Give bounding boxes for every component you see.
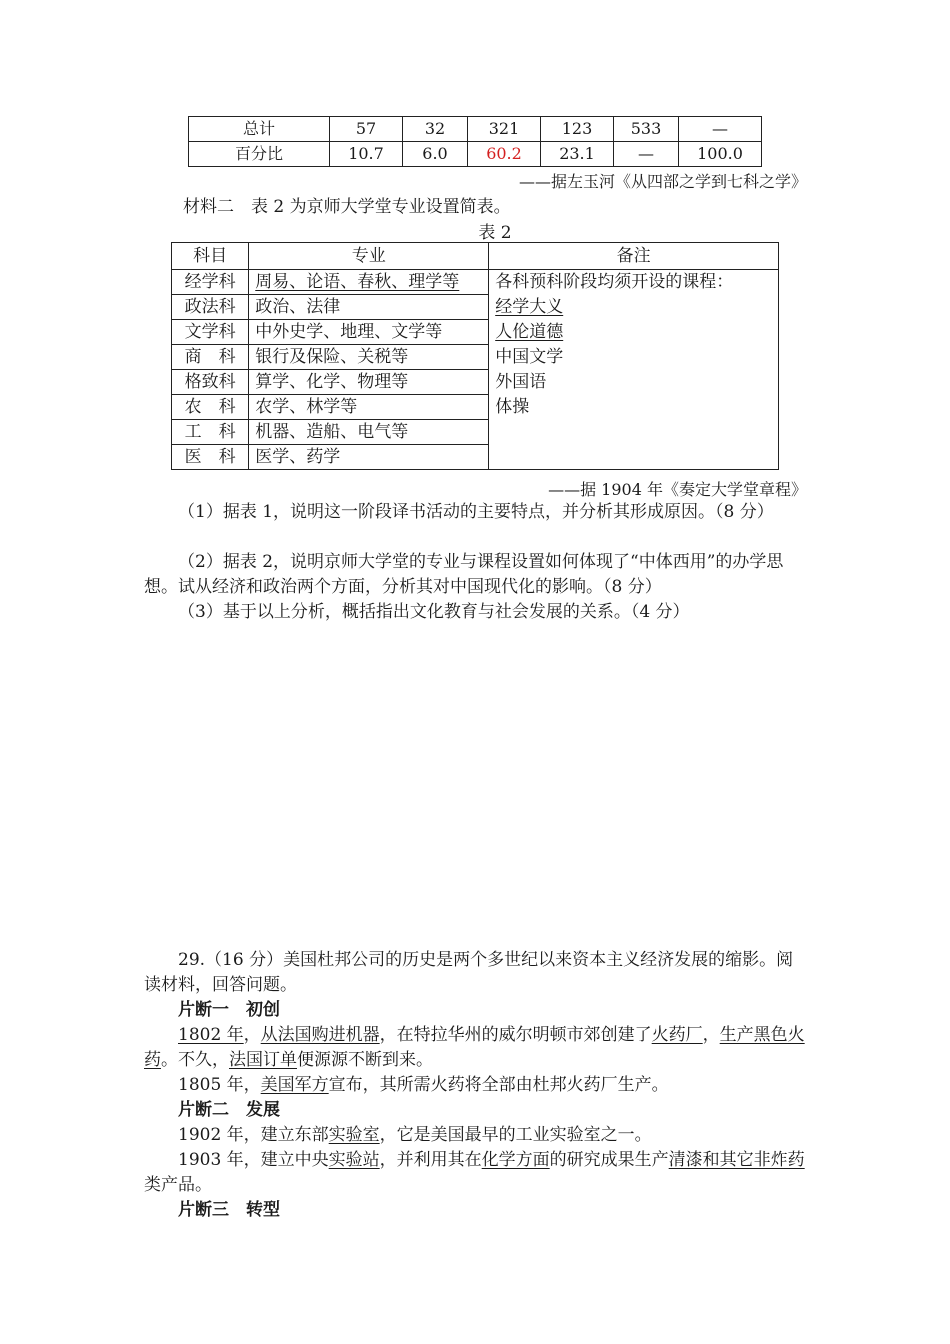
table-cell: — [614, 142, 679, 167]
segment-1-title: 片断一 初创 [178, 1000, 280, 1020]
text-span: 的研究成果生产 [549, 1150, 669, 1170]
text-span: 类产品。 [144, 1175, 212, 1195]
table-cell: 百分比 [189, 142, 330, 167]
subject-cell: 医 科 [172, 445, 249, 470]
header-major: 专业 [249, 243, 489, 270]
subject-cell: 政法科 [172, 295, 249, 320]
question-2: （2）据表 2，说明京师大学堂的专业与课程设置如何体现了“中体西用”的办学思想。试从经济和政治两个方面，分析其对中国现代化的影响。（8 分） [144, 552, 784, 597]
segment-2-paragraph-2 [144, 1148, 806, 1198]
segment-1-paragraph-2 [144, 1073, 806, 1098]
text-span: 实验室 [328, 1125, 380, 1145]
header-note: 备注 [489, 243, 779, 270]
subject-cell: 文学科 [172, 320, 249, 345]
major-cell: 银行及保险、关税等 [249, 345, 489, 370]
table-header-row [172, 243, 779, 270]
note-intro: 各科预科阶段均须开设的课程： [495, 272, 734, 292]
text-span: 法国订单 [229, 1050, 297, 1070]
text-span: 便源源不断到来。 [297, 1050, 433, 1070]
text-span: 1805 年， [178, 1075, 261, 1095]
note-cell [489, 270, 779, 470]
table-cell: 100.0 [679, 142, 762, 167]
table-cell: 6.0 [403, 142, 468, 167]
subject-cell: 工 科 [172, 420, 249, 445]
question-1: （1）据表 1，说明这一阶段译书活动的主要特点，并分析其形成原因。（8 分） [178, 502, 774, 522]
subject-cell: 格致科 [172, 370, 249, 395]
text-span: 宣布，其所需火药将全部由杜邦火药厂生产。 [328, 1075, 669, 1095]
note-course: 外国语 [495, 372, 547, 392]
segment-2-paragraph-1 [144, 1123, 806, 1148]
table-cell: — [679, 117, 762, 142]
note-course: 经学大义 [495, 297, 564, 317]
text-span: ，它是美国最早的工业实验室之一。 [379, 1125, 652, 1145]
table-row [189, 117, 762, 142]
text-span: ，并利用其在 [379, 1150, 482, 1170]
text-span: 从法国购进机器 [260, 1025, 380, 1045]
table-cell: 总计 [189, 117, 330, 142]
table-cell: 23.1 [541, 142, 614, 167]
text-span: 1902 年，建立东部 [178, 1125, 329, 1145]
segment-3-title: 片断三 转型 [178, 1200, 280, 1220]
major-cell: 医学、药学 [249, 445, 489, 470]
table-cell: 123 [541, 117, 614, 142]
table-cell: 321 [468, 117, 541, 142]
table-2-title: 表 2 [478, 223, 512, 243]
table-2-citation: ——据 1904 年《奏定大学堂章程》 [548, 480, 807, 499]
q29-intro: 29.（16 分）美国杜邦公司的历史是两个多世纪以来资本主义经济发展的缩影。阅读材料，回答问题。 [144, 950, 794, 995]
subject-cell: 商 科 [172, 345, 249, 370]
text-span: ，在特拉华州的威尔明顿市郊创建了 [379, 1025, 652, 1045]
question-3: （3）基于以上分析，概括指出文化教育与社会发展的关系。（4 分） [178, 602, 690, 622]
text-span: 1802 年 [178, 1025, 244, 1045]
text-span: 化学方面 [481, 1150, 550, 1170]
note-course: 中国文学 [495, 347, 564, 367]
table-row [172, 270, 779, 295]
table-cell: 57 [330, 117, 403, 142]
major-cell: 政治、法律 [249, 295, 489, 320]
segment-2-title: 片断二 发展 [178, 1100, 280, 1120]
table-2 [171, 242, 779, 470]
table-row [189, 142, 762, 167]
note-course: 人伦道德 [495, 322, 564, 342]
major-cell: 农学、林学等 [249, 395, 489, 420]
table-1-citation: ——据左玉河《从四部之学到七科之学》 [518, 172, 807, 191]
major-cell: 机器、造船、电气等 [249, 420, 489, 445]
major-cell: 中外史学、地理、文学等 [249, 320, 489, 345]
segment-1-paragraph-1 [144, 1023, 806, 1073]
table-cell: 533 [614, 117, 679, 142]
table-cell: 10.7 [330, 142, 403, 167]
text-span: 美国军方 [260, 1075, 329, 1095]
text-span: ， [243, 1025, 261, 1045]
table-cell: 32 [403, 117, 468, 142]
note-course: 体操 [495, 397, 530, 417]
highlighted-cell: 60.2 [468, 142, 541, 167]
text-span: ， [702, 1025, 720, 1045]
header-subject: 科目 [172, 243, 249, 270]
text-span: 清漆和其它非炸药 [668, 1150, 805, 1170]
text-span: 。不久， [161, 1050, 229, 1070]
subject-cell: 农 科 [172, 395, 249, 420]
subject-cell: 经学科 [172, 270, 249, 295]
major-cell: 算学、化学、物理等 [249, 370, 489, 395]
major-cell: 周易、论语、春秋、理学等 [249, 270, 489, 295]
text-span: 1903 年，建立中央 [178, 1150, 329, 1170]
table-1 [188, 116, 762, 167]
text-span: 火药厂 [651, 1025, 703, 1045]
text-span: 生产黑色火药 [144, 1025, 805, 1070]
text-span: 实验站 [328, 1150, 380, 1170]
material-2-intro: 材料二 表 2 为京师大学堂专业设置简表。 [183, 197, 511, 217]
